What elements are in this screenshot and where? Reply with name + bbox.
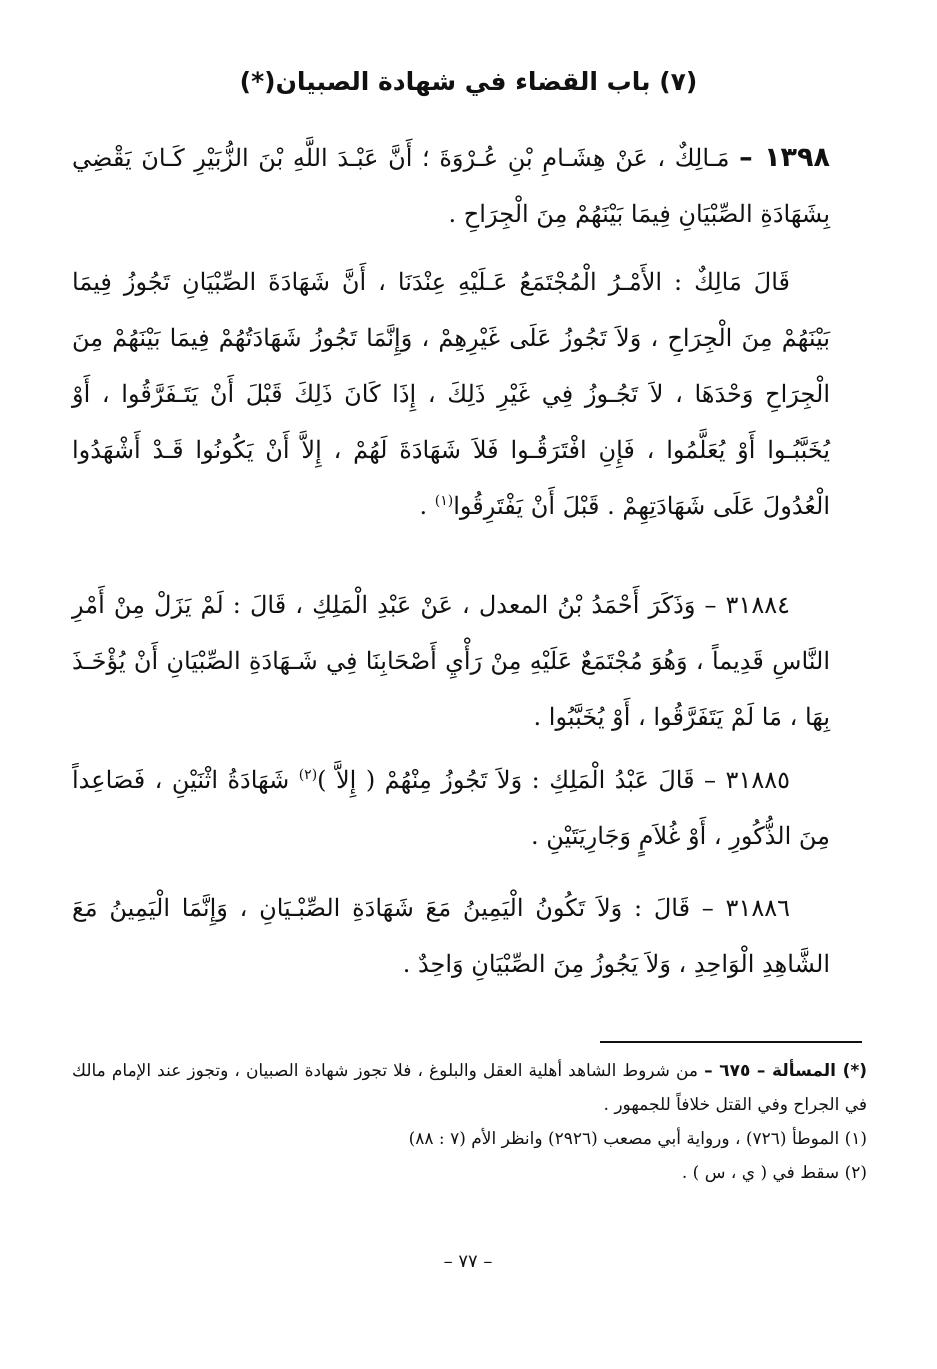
- footnote-divider: [600, 1041, 862, 1043]
- paragraph-31884: [72, 577, 830, 745]
- paragraph-31886-text: ٣١٨٨٦ – قَالَ : وَلاَ تَكُونُ الْيَمِينُ مَعَ شَهَادَةِ الصِّبْـيَانِ ، وَإِنَّمَا الْيَمِينُ مَعَ الشَّاهِدِ الْوَاحِدِ ، وَلاَ يَجُوزُ مِنَ الصِّبْيَانِ وَاحِدٌ .: [72, 894, 830, 978]
- paragraph-31884-text: ٣١٨٨٤ – وَذَكَرَ أَحْمَدُ بْنُ المعدل ، عَنْ عَبْدِ الْمَلِكِ ، قَالَ : لَمْ يَزَلْ مِنْ أَمْرِ النَّاسِ قَدِيماً ، وَهُوَ مُجْتَمَعٌ عَلَيْهِ مِنْ رَأْيِ أَصْحَابِنَا فِي شَـهَادَةِ الصِّبْيَانِ أَنْ يُؤْخَـذَ بِهَا ، مَا لَمْ يَتَفَرَّقُوا ، أَوْ يُخَبَّبُوا .: [72, 591, 830, 731]
- malik-statement-end: .: [419, 492, 435, 520]
- footnote-star: [72, 1054, 867, 1122]
- footnote-ref-1: (١): [434, 493, 454, 509]
- paragraph-31885: [72, 752, 830, 864]
- footnote-star-text: من شروط الشاهد أهلية العقل والبلوغ ، فلا تجوز شهادة الصبيان ، وتجوز عند الإمام مالك في الجراح وفي القتل خلافاً للجمهور .: [72, 1061, 867, 1115]
- paragraph-31886: [72, 880, 830, 992]
- footnote-star-lead: (*) المسألة – ٦٧٥ –: [704, 1061, 867, 1081]
- chapter-title: (٧) باب القضاء في شهادة الصبيان(*): [239, 67, 698, 96]
- hadith-number: ١٣٩٨ –: [739, 142, 830, 173]
- page-number: – ٧٧ –: [443, 1251, 493, 1272]
- malik-statement-paragraph: [72, 254, 830, 534]
- hadith-1398-paragraph: [72, 130, 830, 242]
- footnote-ref-2: (٢): [298, 767, 318, 783]
- footnote-2: (٢) سقط في ( ي ، س ) .: [681, 1163, 867, 1183]
- malik-statement-text: قَالَ مَالِكٌ : الأَمْـرُ الْمُجْتَمَعُ عَـلَيْهِ عِنْدَنَا ، أَنَّ شَهَادَةَ الصِّبْيَانِ تَجُوزُ فِيمَا بَيْنَهُمْ مِنَ الْجِرَاحِ ، وَلاَ تَجُوزُ عَلَى غَيْرِهِمْ ، وَإِنَّمَا تَجُوزُ شَهَادَتُهُمْ فِيمَا بَيْنَهُمْ مِنَ الْجِرَاحِ وَحْدَهَا ، لاَ تَجُـوزُ فِي غَيْرِ ذَلِكَ ، إِذَا كَانَ ذَلِكَ قَبْلَ أَنْ يَتَـفَرَّقُوا ، أَوْ يُخَبَّبُـوا أَوْ يُعَلَّمُوا ، فَإِنِ افْتَرَقُـوا فَلاَ شَهَادَةَ لَهُمْ ، إِلاَّ أَنْ يَكُونُوا قَـدْ أَشْهَدُوا الْعُدُولَ عَلَى شَهَادَتِهِمْ . قَبْلَ أَنْ يَفْتَرِقُوا: [72, 268, 830, 520]
- footnotes: [72, 1054, 867, 1190]
- footnote-1: (١) الموطأ (٧٢٦) ، ورواية أبي مصعب (٢٩٢٦) وانظر الأم (٧ : ٨٨): [408, 1129, 867, 1149]
- hadith-text: مَـالِكٌ ، عَنْ هِشَـامِ بْنِ عُـرْوَةَ ؛ أَنَّ عَبْـدَ اللَّهِ بْنَ الزُّبَيْرِ كَـانَ يَقْضِي بِشَهَادَةِ الصِّبْيَانِ فِيمَا بَيْنَهُمْ مِنَ الْجِرَاحِ .: [72, 144, 830, 228]
- paragraph-31885-text-end: شَهَادَةُ اثْنَيْنِ ، فَصَاعِداً مِنَ الذُّكُورِ ، أَوْ غُلاَمٍ وَجَارِيَتَيْنِ .: [72, 766, 830, 850]
- paragraph-31885-text-start: ٣١٨٨٥ – قَالَ عَبْدُ الْمَلِكِ : وَلاَ تَجُوزُ مِنْهُمْ ( إِلاَّ ): [317, 766, 790, 794]
